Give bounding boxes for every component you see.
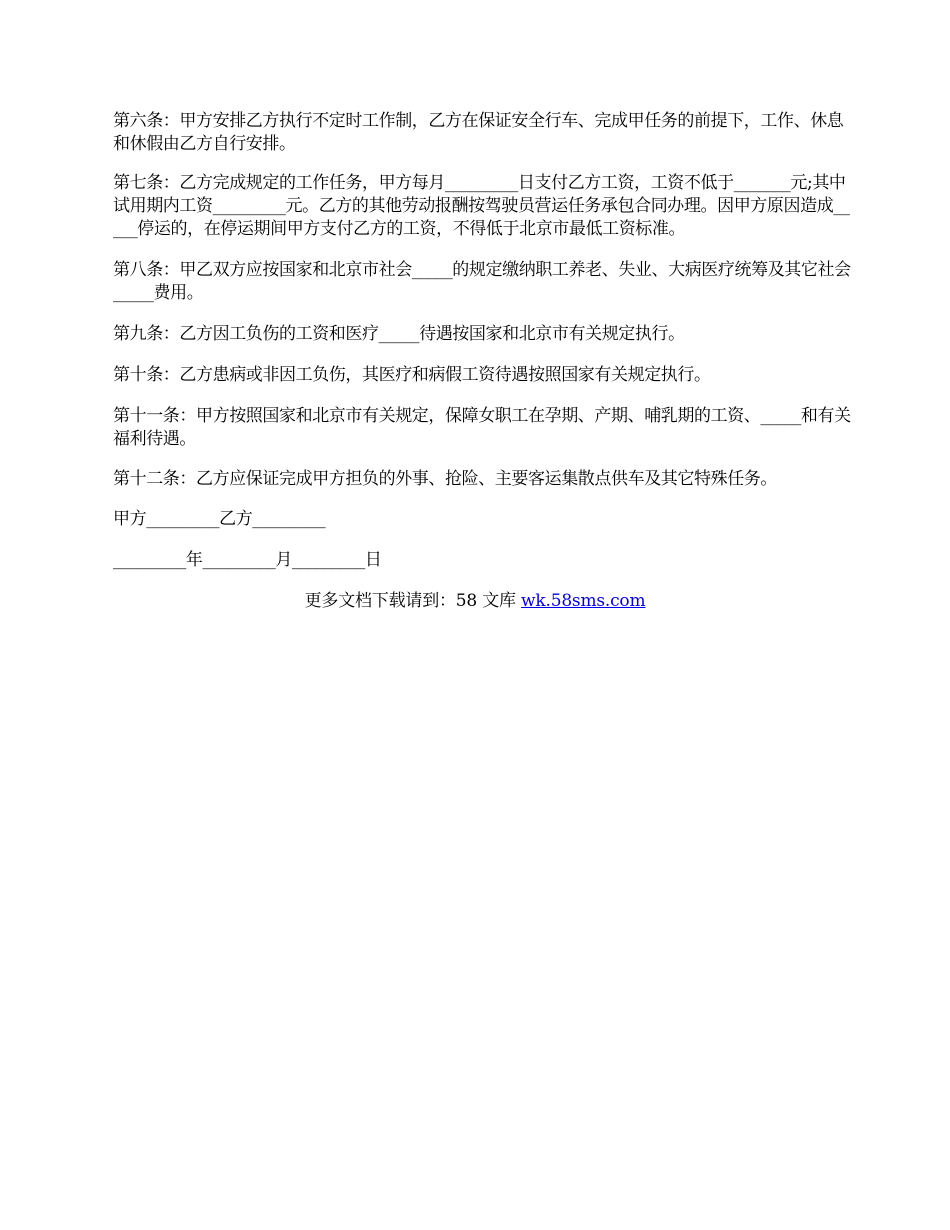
document-page — [113, 110, 853, 613]
article-10-paragraph: 第十条：乙方患病或非因工负伤，其医疗和病假工资待遇按照国家有关规定执行。 — [113, 365, 711, 385]
article-8-paragraph: 第八条：甲乙双方应按国家和北京市社会_____的规定缴纳职工养老、失业、大病医疗统筹及其它社会_____费用。 — [113, 260, 851, 303]
footer-site-link[interactable]: wk.58sms.com — [521, 591, 646, 611]
article-9-paragraph: 第九条：乙方因工负伤的工资和医疗_____待遇按国家和北京市有关规定执行。 — [113, 324, 685, 344]
signature-line: 甲方_________乙方_________ — [113, 509, 326, 529]
article-12-paragraph: 第十二条：乙方应保证完成甲方担负的外事、抢险、主要客运集散点供车及其它特殊任务。 — [113, 469, 777, 489]
date-line: _________年_________月_________日 — [113, 550, 382, 570]
article-7-paragraph: 第七条：乙方完成规定的工作任务，甲方每月_________日支付乙方工资，工资不低于_______元;其中试用期内工资_________元。乙方的其他劳动报酬按驾驶员营运任务承包合同办理。因甲方原因造成_____停运的，在停运期间甲方支付乙方的工资，不得低于北京市最低工资标准。 — [113, 173, 850, 239]
footer-prefix-text: 更多文档下载请到：58 文库 — [304, 591, 522, 611]
article-11-paragraph: 第十一条：甲方按照国家和北京市有关规定，保障女职工在孕期、产期、哺乳期的工资、_____和有关福利待遇。 — [113, 406, 851, 449]
article-6-paragraph: 第六条：甲方安排乙方执行不定时工作制，乙方在保证安全行车、完成甲任务的前提下，工作、休息和休假由乙方自行安排。 — [113, 111, 844, 154]
download-footer — [113, 590, 837, 613]
